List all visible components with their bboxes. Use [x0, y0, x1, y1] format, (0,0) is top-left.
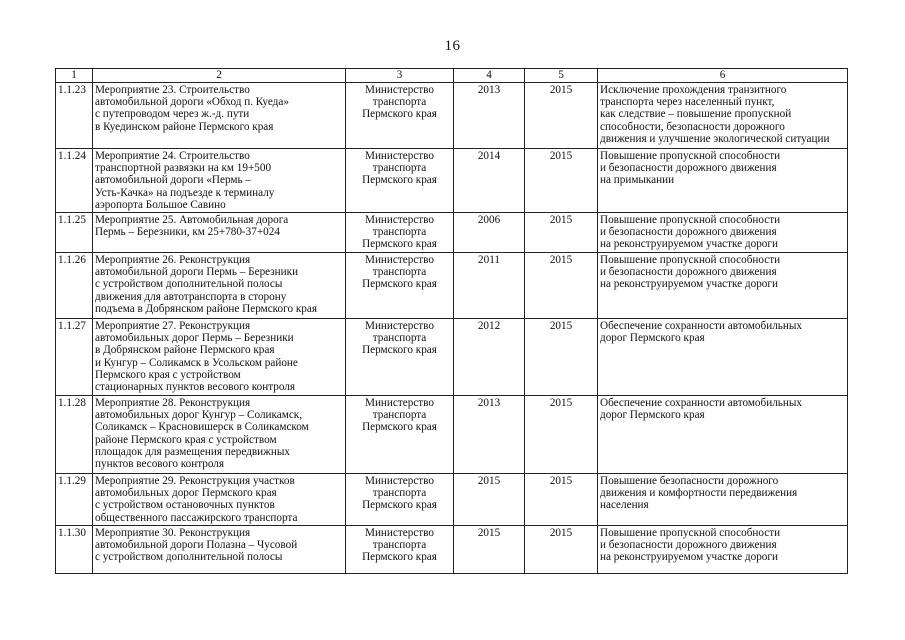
end-year: 2015	[525, 253, 598, 319]
row-number: 1.1.26	[56, 253, 93, 319]
end-year: 2015	[525, 319, 598, 396]
table-row	[56, 149, 848, 213]
start-year: 2006	[454, 213, 525, 253]
table-row	[56, 319, 848, 396]
measure-description: Мероприятие 27. Реконструкция автомобильных дорог Пермь – Березники в Добрянском районе Пермского края и Кунгур – Соликамск в Усольском районе Пермского края с устройством стационарных пунктов весового контроля	[93, 319, 346, 396]
start-year: 2015	[454, 474, 525, 526]
start-year: 2012	[454, 319, 525, 396]
executor: Министерство транспорта Пермского края	[346, 149, 454, 213]
start-year: 2015	[454, 526, 525, 574]
executor: Министерство транспорта Пермского края	[346, 474, 454, 526]
start-year: 2014	[454, 149, 525, 213]
row-number: 1.1.23	[56, 83, 93, 149]
executor: Министерство транспорта Пермского края	[346, 253, 454, 319]
measure-description: Мероприятие 24. Строительство транспортной развязки на км 19+500 автомобильной дороги «Пермь – Усть-Качка» на подъезде к терминалу аэропорта Большое Савино	[93, 149, 346, 213]
column-header-2: 2	[93, 69, 346, 83]
row-number: 1.1.29	[56, 474, 93, 526]
expected-result: Повышение безопасности дорожного движения и комфортности передвижения населения	[598, 474, 848, 526]
table-row	[56, 474, 848, 526]
column-header-1: 1	[56, 69, 93, 83]
end-year: 2015	[525, 83, 598, 149]
expected-result: Повышение пропускной способности и безопасности дорожного движения на примыкании	[598, 149, 848, 213]
end-year: 2015	[525, 213, 598, 253]
expected-result: Обеспечение сохранности автомобильных дорог Пермского края	[598, 319, 848, 396]
measure-description: Мероприятие 23. Строительство автомобильной дороги «Обход п. Куеда» с путепроводом через ж.-д. пути в Куединском районе Пермского края	[93, 83, 346, 149]
expected-result: Исключение прохождения транзитного транспорта через населенный пункт, как следствие – повышение пропускной способности, безопасности дорожного движения и улучшение экологической ситуации	[598, 83, 848, 149]
table-row	[56, 83, 848, 149]
measure-description: Мероприятие 30. Реконструкция автомобильной дороги Полазна – Чусовой с устройством дополнительной полосы	[93, 526, 346, 574]
table-row	[56, 526, 848, 574]
measures-table	[55, 68, 848, 574]
table-row	[56, 253, 848, 319]
row-number: 1.1.27	[56, 319, 93, 396]
executor: Министерство транспорта Пермского края	[346, 83, 454, 149]
column-header-4: 4	[454, 69, 525, 83]
end-year: 2015	[525, 526, 598, 574]
expected-result: Обеспечение сохранности автомобильных дорог Пермского края	[598, 396, 848, 474]
expected-result: Повышение пропускной способности и безопасности дорожного движения на реконструируемом участке дороги	[598, 526, 848, 574]
executor: Министерство транспорта Пермского края	[346, 319, 454, 396]
column-header-6: 6	[598, 69, 848, 83]
row-number: 1.1.24	[56, 149, 93, 213]
measure-description: Мероприятие 28. Реконструкция автомобильных дорог Кунгур – Соликамск, Соликамск – Красновишерск в Соликамском районе Пермского края с устройством площадок для размещения передвижных пунктов весового контроля	[93, 396, 346, 474]
start-year: 2011	[454, 253, 525, 319]
executor: Министерство транспорта Пермского края	[346, 396, 454, 474]
executor: Министерство транспорта Пермского края	[346, 213, 454, 253]
measure-description: Мероприятие 26. Реконструкция автомобильной дороги Пермь – Березники с устройством дополнительной полосы движения для автотранспорта в сторону подъема в Добрянском районе Пермского края	[93, 253, 346, 319]
row-number: 1.1.30	[56, 526, 93, 574]
executor: Министерство транспорта Пермского края	[346, 526, 454, 574]
table-header-row	[56, 69, 848, 83]
end-year: 2015	[525, 474, 598, 526]
page-number: 16	[444, 38, 461, 54]
row-number: 1.1.28	[56, 396, 93, 474]
expected-result: Повышение пропускной способности и безопасности дорожного движения на реконструируемом участке дороги	[598, 213, 848, 253]
end-year: 2015	[525, 149, 598, 213]
measure-description: Мероприятие 29. Реконструкция участков автомобильных дорог Пермского края с устройством остановочных пунктов общественного пассажирского транспорта	[93, 474, 346, 526]
end-year: 2015	[525, 396, 598, 474]
table-row	[56, 213, 848, 253]
start-year: 2013	[454, 83, 525, 149]
expected-result: Повышение пропускной способности и безопасности дорожного движения на реконструируемом участке дороги	[598, 253, 848, 319]
row-number: 1.1.25	[56, 213, 93, 253]
table-row	[56, 396, 848, 474]
measure-description: Мероприятие 25. Автомобильная дорога Пермь – Березники, км 25+780-37+024	[93, 213, 346, 253]
start-year: 2013	[454, 396, 525, 474]
column-header-5: 5	[525, 69, 598, 83]
column-header-3: 3	[346, 69, 454, 83]
